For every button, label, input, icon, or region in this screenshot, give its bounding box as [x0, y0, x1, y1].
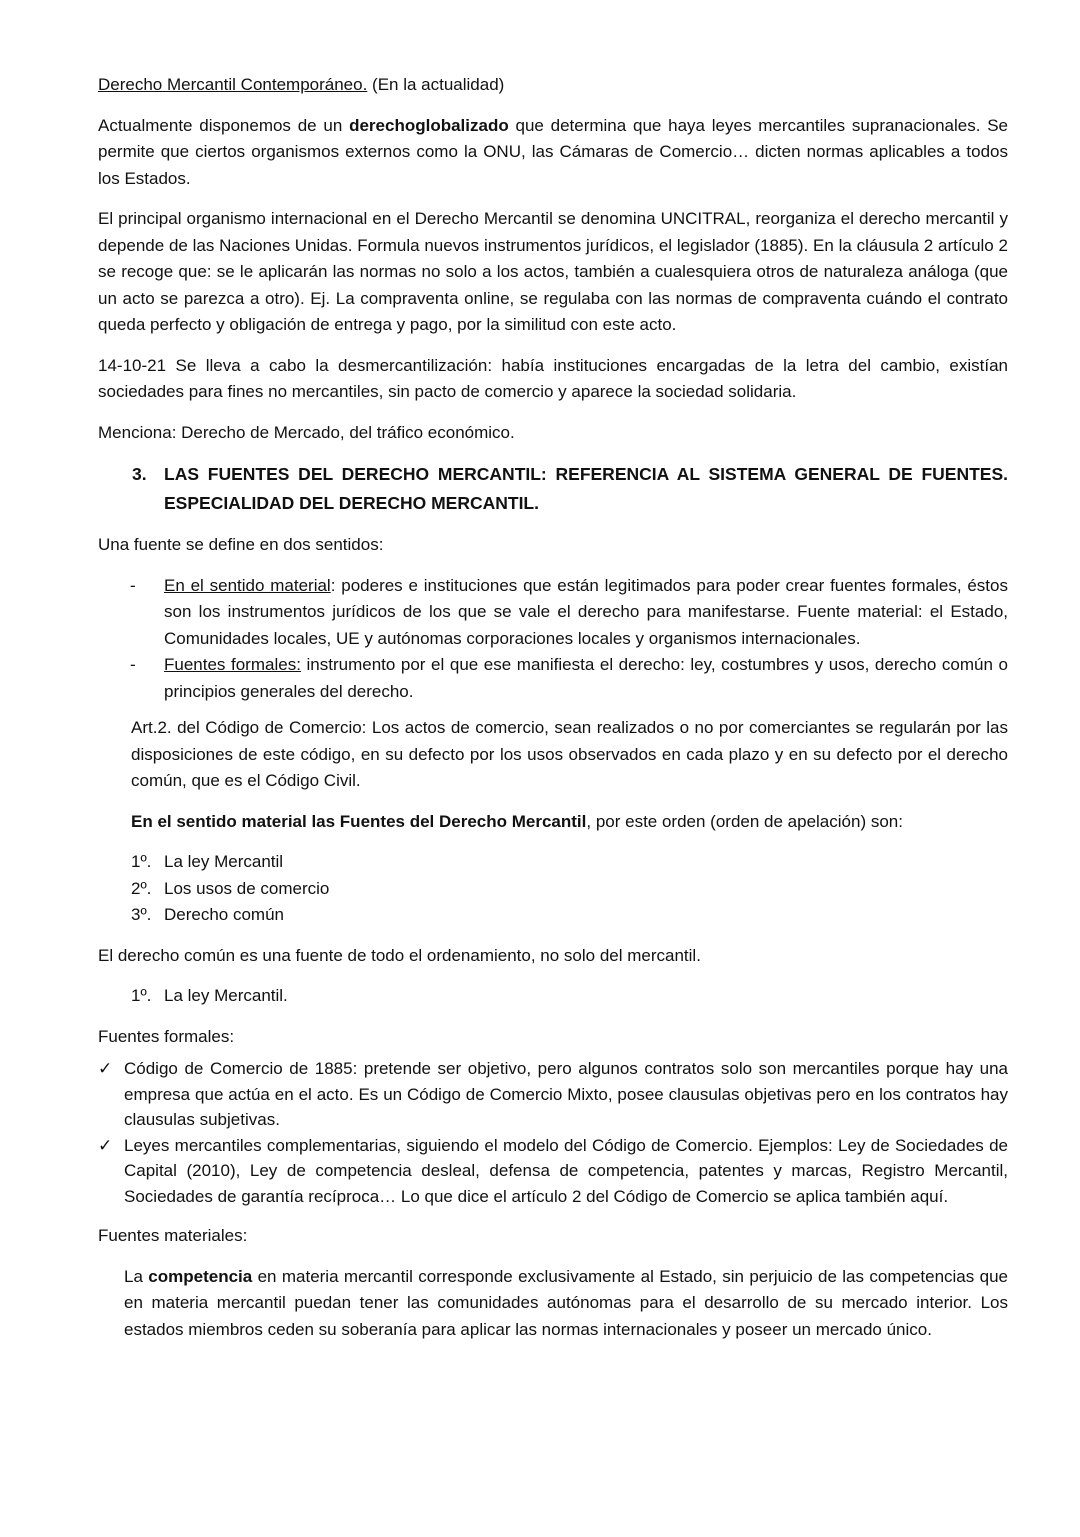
list-item-text: Derecho común	[164, 905, 285, 924]
paragraph-derecho-comun: El derecho común es una fuente de todo el ordenamiento, no solo del mercantil.	[98, 945, 701, 965]
list-item-text: Leyes mercantiles complementarias, siguiendo el modelo del Código de Comercio. Ejemplos: Ley de Sociedades de Capital (2010), Ley de competencia desleal, defensa de competencia, patentes y marcas, Registro Mercantil, Sociedades de garantía recíproca… Lo que dice el artículo 2 del Código de Comercio se aplica también aquí.	[124, 1135, 1008, 1206]
list-item	[98, 876, 1008, 903]
list-item	[98, 849, 1008, 876]
list-item	[98, 652, 1008, 705]
bold-term: competencia	[148, 1266, 253, 1286]
ordered-list-2	[98, 983, 1008, 1010]
list-item-text: : poderes e instituciones que están legitimados para poder crear fuentes formales, éstos son los instrumentos jurídicos de los que se vale el derecho para manifestarse. Fuente material: el Estado, Comunidades locales, UE y autónomas corporaciones locales y organismos internacionales.	[164, 575, 1008, 648]
text: , por este orden (orden de apelación) son:	[586, 811, 903, 831]
list-item	[98, 573, 1008, 653]
paragraph-desmercantilizacion: 14-10-21 Se lleva a cabo la desmercantilización: había instituciones encargadas de la letra del cambio, existían sociedades para fines no mercantiles, sin pacto de comercio y aparece la sociedad solidaria.	[98, 355, 1008, 401]
checkmark-icon: ✓	[98, 1135, 113, 1155]
section-heading-3	[98, 460, 1008, 518]
text: La	[124, 1266, 149, 1286]
document-page	[98, 72, 1008, 1343]
dash-list	[98, 573, 1008, 706]
dash-bullet-icon: -	[130, 575, 136, 595]
section-title-underlined: Derecho Mercantil Contemporáneo.	[98, 75, 368, 94]
heading-text: LAS FUENTES DEL DERECHO MERCANTIL: REFERENCIA AL SISTEMA GENERAL DE FUENTES. ESPECIALIDAD DEL DERECHO MERCANTIL.	[164, 464, 1008, 513]
list-item	[98, 1133, 1008, 1210]
list-item-term: En el sentido material	[164, 575, 331, 595]
paragraph-uncitral: El principal organismo internacional en el Derecho Mercantil se denomina UNCITRAL, reorganiza el derecho mercantil y depende de las Naciones Unidas. Formula nuevos instrumentos jurídicos, el legislador (1885). En la cláusula 2 artículo 2 se recoge que: se le aplicarán las normas no solo a los actos, también a cualesquiera otros de naturaleza análoga (que un acto se parezca a otro). Ej. La compraventa online, se regulaba con las normas de compraventa cuándo el contrato queda perfecto y obligación de entrega y pago, por la similitud con este acto.	[98, 209, 1008, 334]
label-fuentes-formales: Fuentes formales:	[98, 1026, 235, 1046]
list-item-text: Código de Comercio de 1885: pretende ser objetivo, pero algunos contratos solo son mercantiles porque hay una empresa que actúa en el acto. Es un Código de Comercio Mixto, posee clausulas objetivas pero en los contratos hay clausulas subjetivas.	[124, 1059, 1008, 1129]
section-title-rest: (En la actualidad)	[367, 75, 505, 94]
text: que determina que haya leyes mercantiles supranacionales. Se permite que ciertos organismos externos como la ONU, las Cámaras de Comercio… dicten normas aplicables a todos los Estados.	[98, 115, 1009, 188]
text: Actualmente disponemos de un	[98, 115, 350, 135]
list-number: 1º.	[131, 852, 152, 871]
list-item	[98, 983, 1008, 1010]
bold-term: derechoglobalizado	[349, 115, 509, 135]
list-number: 3º.	[131, 905, 152, 924]
paragraph-globalized-law	[98, 113, 1008, 193]
paragraph-sources-order	[98, 809, 1008, 836]
paragraph-menciona: Menciona: Derecho de Mercado, del tráfico económico.	[98, 422, 515, 442]
list-item-term: Fuentes formales:	[164, 655, 301, 674]
bold-term: En el sentido material las Fuentes del Derecho Mercantil	[131, 811, 587, 831]
text: en materia mercantil corresponde exclusivamente al Estado, sin perjuicio de las competencias que en materia mercantil puedan tener las comunidades autónomas para el desarrollo de su mercado interior. Los estados miembros ceden su soberanía para aplicar las normas internacionales y poseer un mercado único.	[124, 1266, 1008, 1339]
list-number: 2º.	[131, 878, 152, 898]
paragraph-competencia	[98, 1264, 1008, 1344]
ordered-list	[98, 849, 1008, 929]
list-item-text: La ley Mercantil	[164, 852, 284, 871]
list-item-text: La ley Mercantil.	[164, 986, 288, 1005]
heading-number: 3.	[132, 464, 147, 484]
list-number: 1º.	[131, 986, 152, 1005]
paragraph-art2: Art.2. del Código de Comercio: Los actos de comercio, sean realizados o no por comerciantes se regularán por las disposiciones de este código, en su defecto por los usos observados en cada plazo y en su defecto por el derecho común, que es el Código Civil.	[131, 718, 1008, 790]
label-fuentes-materiales: Fuentes materiales:	[98, 1226, 248, 1245]
list-item-text: Los usos de comercio	[164, 878, 330, 898]
list-item	[98, 902, 1008, 929]
check-list	[98, 1056, 1008, 1209]
checkmark-icon: ✓	[98, 1059, 113, 1078]
paragraph-fuente-definition: Una fuente se define en dos sentidos:	[98, 535, 384, 554]
dash-bullet-icon: -	[130, 655, 136, 674]
section-title	[98, 72, 1008, 99]
list-item	[98, 1056, 1008, 1133]
list-item-text: instrumento por el que ese manifiesta el derecho: ley, costumbres y usos, derecho común o principios generales del derecho.	[164, 655, 1008, 701]
